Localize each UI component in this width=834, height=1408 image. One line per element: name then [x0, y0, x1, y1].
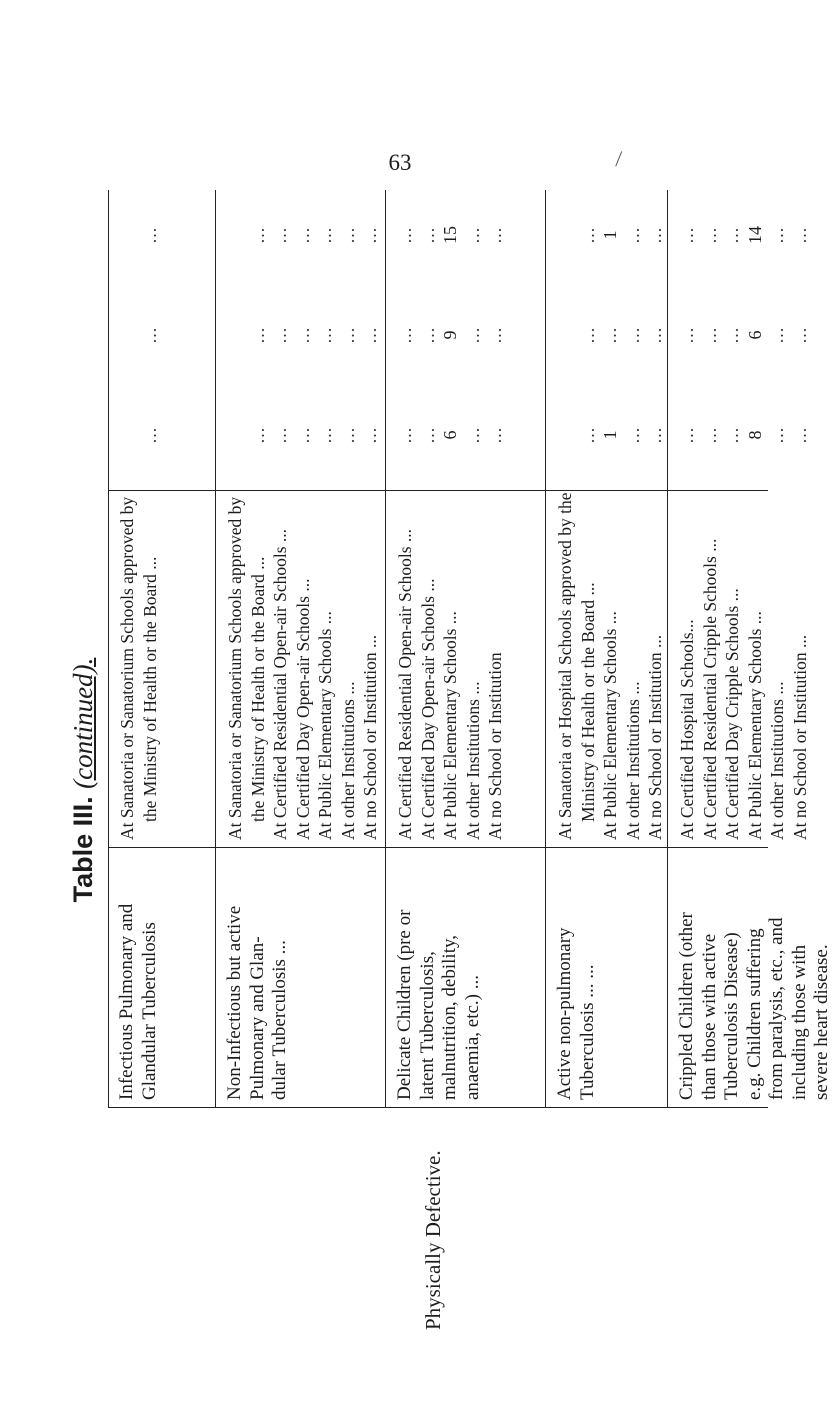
value-cell: ... [417, 326, 438, 344]
value-cell: 1 [600, 230, 620, 240]
value-cell: ... [622, 226, 643, 244]
diagnosis-line: including those with [788, 944, 810, 1100]
value-cell: ... [139, 326, 160, 344]
placement-label: At Certified Hospital Schools... [677, 619, 697, 840]
value-cell: 6 [440, 430, 460, 440]
value-cell: ... [395, 426, 415, 444]
value-cell: ... [360, 226, 380, 244]
value-cell: ... [417, 226, 438, 244]
placement-label: At Sanatoria or Sanatorium Schools approved by [117, 496, 137, 840]
placement-label: At Certified Residential Open-air Schools ... [270, 528, 290, 840]
value-cell: ... [292, 326, 313, 344]
placement-label: At other Institutions ... [337, 681, 358, 840]
value-cell: ... [270, 326, 290, 344]
value-cell: ... [722, 426, 742, 444]
category-divider [108, 1107, 768, 1108]
value-cell: ... [462, 426, 483, 444]
value-cell: ... [247, 326, 268, 344]
rotated-table-page [60, 190, 832, 1370]
placement-label: At other Institutions ... [622, 681, 643, 840]
value-cell: ... [337, 426, 358, 444]
placement-label: At Public Elementary Schools ... [315, 611, 335, 840]
value-cell: ... [789, 226, 810, 244]
placement-label: At Certified Residential Cripple Schools ... [699, 538, 720, 840]
table-title: Table III. [68, 796, 98, 903]
diagnosis-line: Infectious Pulmonary and [116, 903, 137, 1100]
value-cell: ... [139, 426, 160, 444]
value-cell: ... [577, 326, 598, 344]
value-cell: 1 [600, 430, 620, 440]
value-cell: ... [577, 426, 598, 444]
group-divider [385, 190, 386, 1108]
value-cell: ... [337, 226, 358, 244]
diagnosis-line: Non-Infectious but active [224, 905, 245, 1100]
placement-label: At Certified Day Open-air Schools ... [292, 578, 313, 840]
value-cell: ... [462, 226, 483, 244]
group-divider [545, 190, 546, 1108]
value-cell: ... [767, 426, 787, 444]
value-cell: ... [292, 226, 313, 244]
value-cell: ... [315, 326, 335, 344]
value-cell: ... [600, 326, 620, 344]
value-cell: ... [677, 426, 697, 444]
value-cell: ... [789, 426, 810, 444]
category-label: Physically Defective. [421, 1150, 445, 1330]
diagnosis-line: malnutrition, debility, [439, 935, 460, 1100]
diagnosis-line: Delicate Children (pre or [394, 909, 415, 1100]
value-cell: ... [395, 226, 415, 244]
value-cell: ... [789, 326, 810, 344]
value-cell: ... [722, 326, 742, 344]
value-cell: 8 [744, 430, 765, 440]
diagnosis-line: anaemia, etc.) ... [461, 974, 483, 1100]
placement-label: the Ministry of Health or the Board ... [247, 556, 268, 822]
placement-label: At no School or Institution ... [789, 634, 810, 840]
placement-label: Ministry of Health or the Board ... [577, 582, 598, 822]
value-cell: ... [485, 326, 505, 344]
placement-label: At no School or Institution ... [360, 634, 380, 840]
placement-label: At other Institutions ... [767, 681, 787, 840]
value-cell: ... [395, 326, 415, 344]
group-divider [667, 190, 668, 1108]
table-continued-label: (continued). [68, 657, 98, 789]
placement-label: At Public Elementary Schools ... [600, 611, 620, 840]
diagnosis-line: than those with active [698, 933, 720, 1100]
placement-label: At Sanatoria or Hospital Schools approved by the [555, 492, 575, 840]
value-cell: ... [417, 426, 438, 444]
value-cell: ... [360, 326, 380, 344]
placement-label: At Public Elementary Schools ... [744, 611, 765, 840]
value-cell: 14 [744, 226, 765, 244]
diagnosis-line: e.g. Children suffering [743, 928, 765, 1100]
table-top-rule [108, 190, 109, 1108]
value-cell: ... [699, 326, 720, 344]
placement-label: At Sanatoria or Sanatorium Schools approved by [225, 496, 245, 840]
value-cell: ... [337, 326, 358, 344]
value-cell: ... [270, 426, 290, 444]
value-cell: 15 [440, 226, 460, 244]
value-cell: ... [722, 226, 742, 244]
value-cell: ... [462, 326, 483, 344]
group-divider [215, 190, 216, 1108]
placement-label: At other Institutions ... [462, 681, 483, 840]
value-cell: ... [622, 326, 643, 344]
values-divider [108, 490, 768, 491]
diagnosis-line: Pulmonary and Glan- [246, 936, 268, 1100]
value-cell: ... [767, 326, 787, 344]
value-cell: ... [315, 226, 335, 244]
value-cell: ... [139, 226, 160, 244]
value-cell: ... [699, 226, 720, 244]
placement-label: At Public Elementary Schools ... [440, 611, 460, 840]
value-cell: ... [645, 226, 665, 244]
value-cell: ... [247, 426, 268, 444]
diagnosis-line: Crippled Children (other [676, 912, 697, 1100]
table-heading [62, 190, 104, 1370]
placement-label: At no School or Institution [485, 652, 505, 840]
diagnosis-line: Glandular Tuberculosis [138, 922, 160, 1100]
placement-label: At Certified Day Cripple Schools ... [722, 588, 742, 840]
diagnosis-line: latent Tuberculosis, [416, 951, 438, 1100]
diagnosis-line: severe heart disease. [811, 944, 832, 1100]
value-cell: ... [645, 426, 665, 444]
value-cell: ... [577, 226, 598, 244]
diagnosis-line: Tuberculosis Disease) [721, 932, 742, 1100]
value-cell: ... [622, 426, 643, 444]
value-cell: 9 [440, 330, 460, 340]
placement-label: the Ministry of Health or the Board ... [139, 556, 160, 822]
value-cell: ... [767, 226, 787, 244]
value-cell: ... [360, 426, 380, 444]
diagnosis-line: dular Tuberculosis ... [269, 940, 290, 1100]
diagnosis-line: from paralysis, etc., and [766, 917, 787, 1100]
value-cell: ... [292, 426, 313, 444]
placement-divider [108, 847, 768, 848]
value-cell: ... [485, 426, 505, 444]
value-cell: ... [677, 226, 697, 244]
value-cell: ... [677, 326, 697, 344]
diagnosis-line: Active non-pulmonary [554, 927, 575, 1100]
value-cell: ... [699, 426, 720, 444]
value-cell: 6 [744, 330, 765, 340]
value-cell: ... [315, 426, 335, 444]
placement-label: At Certified Day Open-air Schools ... [417, 578, 438, 840]
value-cell: ... [645, 326, 665, 344]
value-cell: ... [270, 226, 290, 244]
value-cell: ... [485, 226, 505, 244]
value-cell: ... [247, 226, 268, 244]
placement-label: At no School or Institution ... [645, 634, 665, 840]
placement-label: At Certified Residential Open-air Schools ... [395, 528, 415, 840]
page-number: 63 [388, 150, 412, 175]
diagnosis-line: Tuberculosis ... ... [576, 964, 598, 1100]
